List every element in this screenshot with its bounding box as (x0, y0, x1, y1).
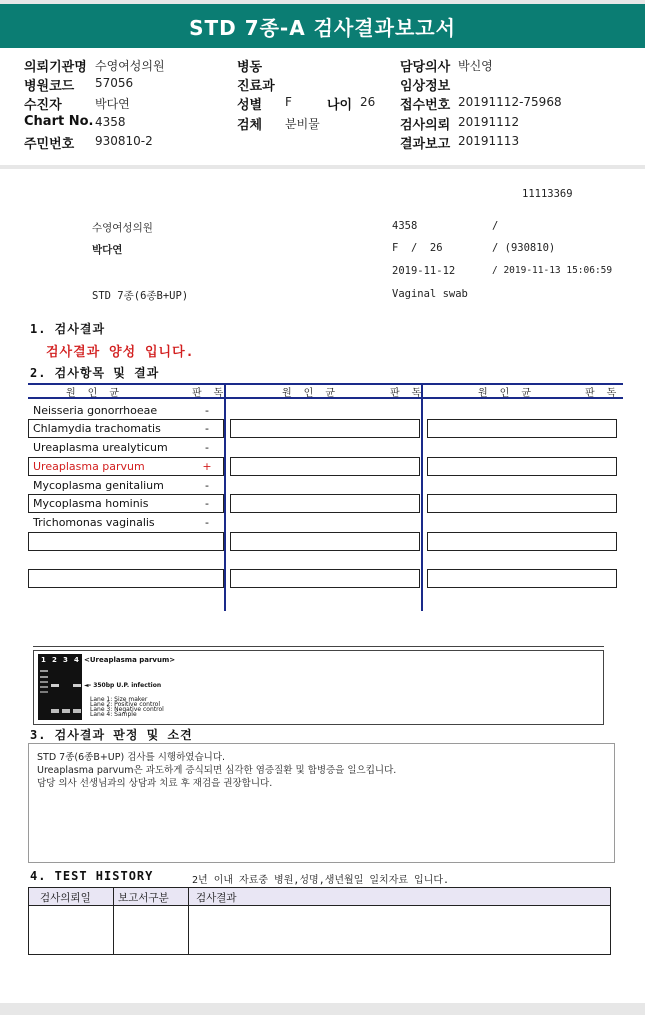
gel-band (40, 691, 48, 693)
request-slash: / (492, 220, 499, 232)
result-row-box-empty (427, 532, 617, 551)
organism-mycoplasma-hominis: Mycoplasma hominis (33, 497, 149, 510)
result-row-box-empty (427, 457, 617, 476)
result-ureaplasma-urealyticum: - (205, 441, 209, 454)
request-code: 11113369 (522, 188, 573, 200)
info-value-hospital-code: 57056 (95, 76, 134, 90)
result-row-box-empty (230, 419, 420, 438)
info-value-resident-no: 930810-2 (95, 134, 153, 148)
result-trichomonas-vaginalis: - (205, 516, 209, 529)
history-header-report-type: 보고서구분 (118, 892, 169, 904)
organism-ureaplasma-urealyticum: Ureaplasma urealyticum (33, 441, 168, 454)
section-3-title: 3. 검사결과 판정 및 소견 (30, 728, 193, 742)
info-label-report-date: 결과보고 (400, 137, 451, 152)
results-column-divider-2 (421, 383, 423, 611)
history-header-request-date: 검사의뢰일 (40, 892, 91, 904)
info-label-specimen: 검체 (237, 118, 263, 133)
request-chart: 4358 (392, 220, 418, 232)
result-mycoplasma-hominis: - (205, 497, 209, 510)
info-label-chart-no: Chart No. (24, 114, 94, 129)
organism-chlamydia-trachomatis: Chlamydia trachomatis (33, 422, 161, 435)
info-label-receipt-no: 접수번호 (400, 98, 451, 113)
request-specimen: Vaginal swab (392, 288, 468, 300)
result-neisseria-gonorrhoeae: - (205, 404, 209, 417)
info-label-hospital-code: 병원코드 (24, 79, 75, 94)
gel-band (51, 684, 59, 687)
info-value-receipt-no: 20191112-75968 (458, 95, 562, 109)
result-chlamydia-trachomatis: - (205, 422, 209, 435)
gel-band (73, 709, 81, 713)
info-label-age: 나이 (327, 98, 353, 113)
results-column-divider-1 (224, 383, 226, 611)
request-patient: 박다연 (92, 244, 123, 256)
info-label-department: 진료과 (237, 79, 275, 94)
organism-neisseria-gonorrhoeae: Neisseria gonorrhoeae (33, 404, 158, 417)
section-4-title: 4. TEST HISTORY (30, 869, 154, 883)
info-label-request-date: 검사의뢰 (400, 118, 451, 133)
results-header-organism-3: 원 인 균 (478, 388, 535, 399)
organism-mycoplasma-genitalium: Mycoplasma genitalium (33, 479, 164, 492)
gel-lane-number: 2 (52, 656, 57, 664)
history-column-divider (113, 888, 114, 954)
result-row-box-empty (230, 532, 420, 551)
opinion-box (28, 743, 615, 863)
gel-band (73, 684, 81, 687)
info-label-ward: 병동 (237, 60, 263, 75)
request-birth: / (930810) (492, 242, 556, 254)
request-sex-age: F / 26 (392, 242, 443, 254)
info-divider (0, 165, 645, 169)
results-header-result-3: 판 독 (585, 388, 620, 399)
results-header-result-1: 판 독 (192, 388, 227, 399)
gel-band (62, 709, 70, 713)
info-value-report-date: 20191113 (458, 134, 520, 148)
request-date: 2019-11-12 (392, 265, 456, 277)
info-label-sex: 성별 (237, 98, 263, 113)
result-row-box-empty (427, 494, 617, 513)
info-value-doctor: 박신영 (458, 59, 493, 73)
gel-legend-lane-2: Lane 2: Positive control (90, 701, 161, 708)
gel-legend-lane-1: Lane 1: Size maker (90, 696, 148, 703)
gel-band (40, 686, 48, 688)
result-row-box-empty (28, 569, 224, 588)
info-value-patient: 박다연 (95, 97, 130, 111)
gel-lane-number: 4 (74, 656, 79, 664)
info-label-resident-no: 주민번호 (24, 137, 75, 152)
results-header-organism-2: 원 인 균 (282, 388, 339, 399)
info-value-institution: 수영여성의원 (95, 59, 165, 73)
result-ureaplasma-parvum: + (202, 460, 212, 473)
results-header-organism-1: 원 인 균 (66, 388, 123, 399)
result-row-box-empty (230, 569, 420, 588)
request-test: STD 7종(6종B+UP) (92, 290, 189, 302)
history-column-divider (188, 888, 189, 954)
organism-trichomonas-vaginalis: Trichomonas vaginalis (33, 516, 155, 529)
gel-band (51, 709, 59, 713)
section-2-title: 2. 검사항목 및 결과 (30, 366, 160, 380)
gel-band-label: ◄- 350bp U.P. infection (84, 682, 162, 689)
gel-title: <Ureaplasma parvum> (84, 656, 176, 664)
result-positive-message: 검사결과 양성 입니다. (46, 345, 195, 360)
result-row-box-empty (230, 494, 420, 513)
gel-lane-number: 1 (41, 656, 46, 664)
info-label-doctor: 담당의사 (400, 60, 451, 75)
bottom-bar (0, 1003, 645, 1015)
result-row-box-empty (427, 419, 617, 438)
results-header-result-2: 판 독 (390, 388, 425, 399)
organism-ureaplasma-parvum: Ureaplasma parvum (33, 460, 145, 473)
result-mycoplasma-genitalium: - (205, 479, 209, 492)
gel-band (40, 670, 48, 672)
gel-electrophoresis-image (38, 654, 82, 720)
gel-band (40, 681, 48, 683)
request-clinic: 수영여성의원 (92, 222, 153, 234)
history-table-header (29, 888, 610, 906)
result-row-box-empty (427, 569, 617, 588)
patient-info-panel (0, 48, 645, 166)
gel-band (40, 676, 48, 678)
report-title: STD 7종-A 검사결과보고서 (189, 16, 456, 40)
section-1-title: 1. 검사결과 (30, 322, 106, 336)
report-datetime: / 2019-11-13 15:06:59 (492, 265, 613, 276)
info-label-clinical: 임상정보 (400, 79, 451, 94)
info-value-sex: F (285, 95, 292, 109)
info-label-patient: 수진자 (24, 98, 62, 113)
info-value-specimen: 분비물 (285, 117, 320, 131)
info-value-chart-no: 4358 (95, 115, 126, 129)
result-row-box-empty (230, 457, 420, 476)
gel-legend-lane-4: Lane 4: Sample (90, 711, 137, 718)
gel-lane-number: 3 (63, 656, 68, 664)
info-label-institution: 의뢰기관명 (24, 60, 87, 75)
opinion-line-1: STD 7종(6종B+UP) 검사를 시행하였습니다. (37, 752, 226, 763)
gel-legend-lane-3: Lane 3: Negative control (90, 706, 164, 713)
info-value-age: 26 (360, 95, 376, 109)
info-value-request-date: 20191112 (458, 115, 520, 129)
opinion-line-2: Ureaplasma parvum은 과도하게 증식되면 심각한 염증질환 및 합병증을 일으킵니다. (37, 765, 397, 776)
history-note: 2년 이내 자료중 병원,성명,생년월일 일치자료 입니다. (192, 875, 450, 886)
result-row-box-empty (28, 532, 224, 551)
opinion-line-3: 담당 의사 선생님과의 상담과 치료 후 재검을 권장합니다. (37, 778, 273, 789)
history-header-result: 검사결과 (196, 892, 237, 904)
gel-top-rule (33, 646, 604, 647)
